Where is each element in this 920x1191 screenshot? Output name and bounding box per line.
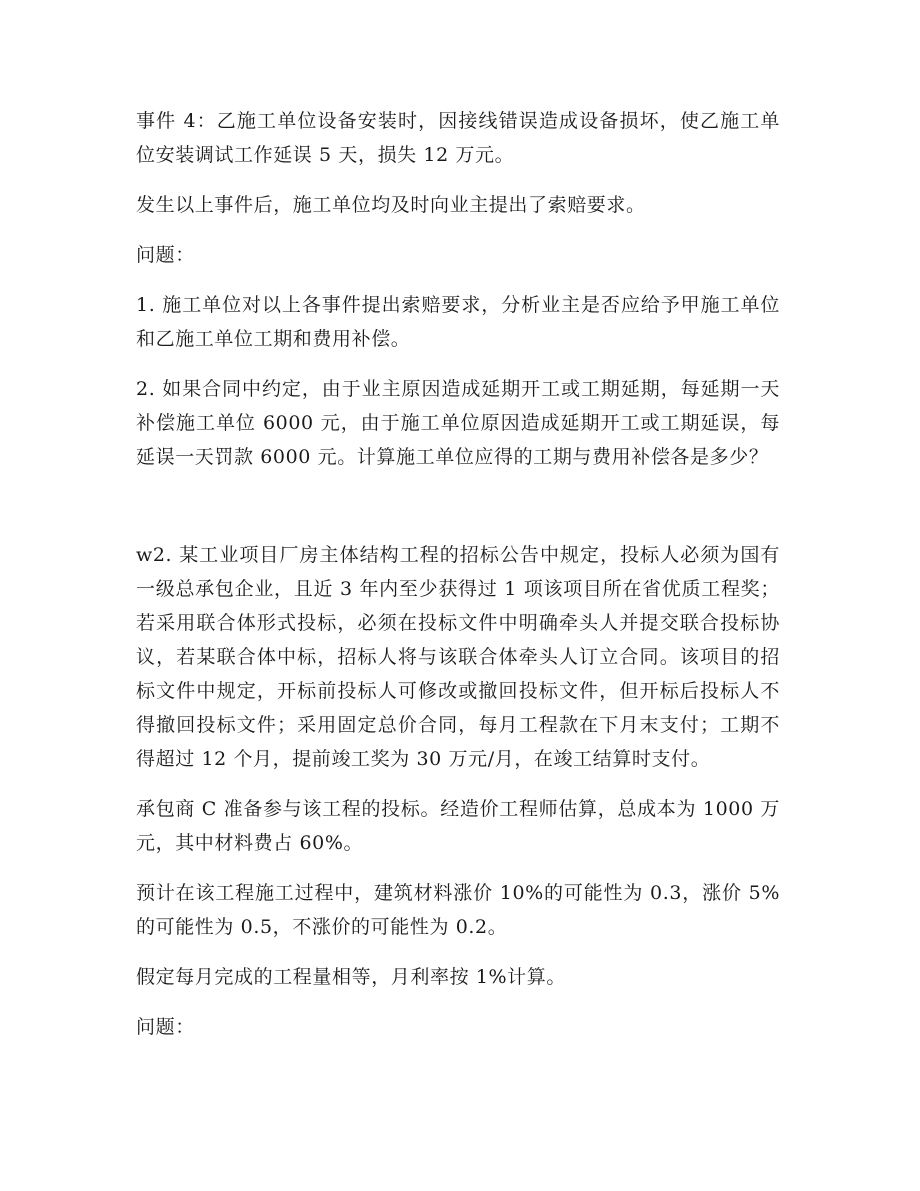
claim-submitted-paragraph: 发生以上事件后，施工单位均及时向业主提出了索赔要求。 xyxy=(136,194,646,216)
contractor-c-paragraph: 承包商 C 准备参与该工程的投标。经造价工程师估算，总成本为 1000 万元，其中材料费占 60%。 xyxy=(136,798,780,854)
questions-heading: 问题： xyxy=(136,244,195,266)
question-2: 2. 如果合同中约定，由于业主原因造成延期开工或工期延期，每延期一天补偿施工单位 6000 元，由于施工单位原因造成延期开工或工期延误，每延误一天罚款 6000 元。计算施工单位应得的工期与费用补偿各是多少？ xyxy=(136,378,780,468)
material-price-paragraph: 预计在该工程施工过程中，建筑材料涨价 10%的可能性为 0.3，涨价 5%的可能性为 0.5，不涨价的可能性为 0.2。 xyxy=(136,882,780,938)
document-page xyxy=(136,104,780,1060)
question-1: 1. 施工单位对以上各事件提出索赔要求，分析业主是否应给予甲施工单位和乙施工单位工期和费用补偿。 xyxy=(136,294,780,350)
questions-heading-2: 问题： xyxy=(136,1016,195,1038)
event-4-paragraph: 事件 4：乙施工单位设备安装时，因接线错误造成设备损坏，使乙施工单位安装调试工作延误 5 天，损失 12 万元。 xyxy=(136,110,780,166)
case-w2-intro: w2. 某工业项目厂房主体结构工程的招标公告中规定，投标人必须为国有一级总承包企业，且近 3 年内至少获得过 1 项该项目所在省优质工程奖；若采用联合体形式投标，必须在投标文件中明确牵头人并提交联合投标协议，若某联合体中标，招标人将与该联合体牵头人订立合同。该项目的招标文件中规定，开标前投标人可修改或撤回投标文件，但开标后投标人不得撤回投标文件；采用固定总价合同，每月工程款在下月末支付；工期不得超过 12 个月，提前竣工奖为 30 万元/月，在竣工结算时支付。 xyxy=(136,544,780,770)
monthly-assumption-paragraph: 假定每月完成的工程量相等，月利率按 1%计算。 xyxy=(136,966,566,988)
